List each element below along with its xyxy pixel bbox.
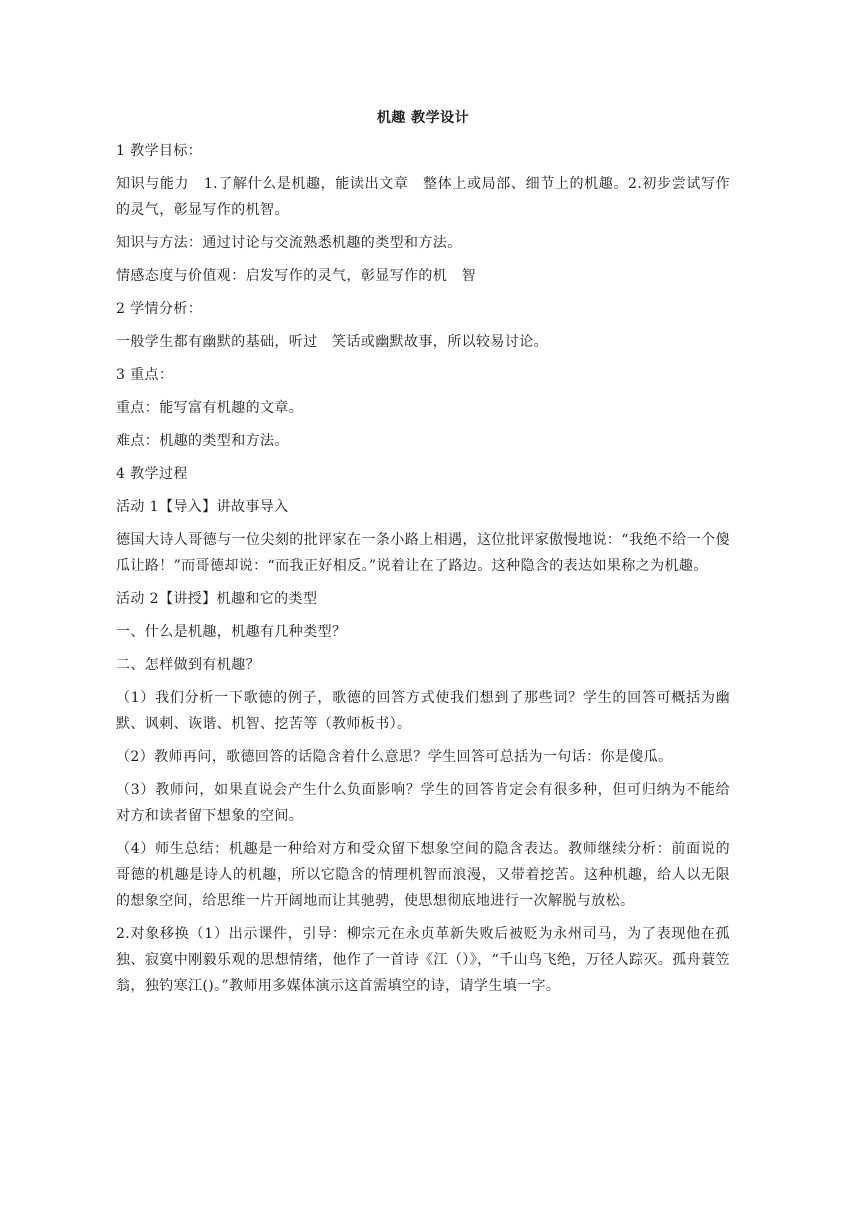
objective-attitude-values: 情感态度与价值观：启发写作的灵气，彰显写作的机 智 [116, 268, 476, 284]
key-point-text: 重点：能写富有机趣的文章。 [116, 400, 304, 416]
question-two: 二、怎样做到有机趣？ [116, 657, 260, 673]
activity-1-story: 德国大诗人哥德与一位尖刻的批评家在一条小路上相遇，这位批评家傲慢地说：“我绝不给一个傻瓜让路！”而哥德却说：“而我正好相反。”说着让在了路边。这种隐含的表达如果称之为机趣。 [116, 532, 730, 574]
step-1: （1）我们分析一下歌德的例子，歌德的回答方式使我们想到了那些词？学生的回答可概括为幽默、讽刺、诙谐、机智、挖苦等（教师板书）。 [116, 690, 730, 732]
activity-1-heading: 活动 1【导入】讲故事导入 [116, 499, 289, 515]
document-page [116, 108, 730, 1006]
section-heading-key-points: 3 重点： [116, 367, 174, 383]
step-4: （4）师生总结：机趣是一种给对方和受众留下想象空间的隐含表达。教师继续分析：前面说的哥德的机趣是诗人的机趣，所以它隐含的情理机智而浪漫，又带着挖苦。这种机趣，给人以无限的想象空间，给思维一片开阔地而让其驰骋，使思想彻底地进行一次解脱与放松。 [116, 841, 730, 909]
student-analysis-text: 一般学生都有幽默的基础，听过 笑话或幽默故事，所以较易讨论。 [116, 334, 548, 350]
document-title: 机趣 教学设计 [376, 110, 470, 126]
activity-2-heading: 活动 2【讲授】机趣和它的类型 [116, 591, 318, 607]
object-shift-paragraph: 2.对象移换（1）出示课件，引导：柳宗元在永贞革新失败后被贬为永州司马，为了表现他在孤独、寂寞中刚毅乐观的思想情绪，他作了一首诗《江（）》，“千山鸟飞绝，万径人踪灭。孤舟蓑笠翁，独钓寒江()。”教师用多媒体演示这首需填空的诗，请学生填一字。 [116, 926, 730, 994]
difficult-point-text: 难点：机趣的类型和方法。 [116, 433, 289, 449]
section-heading-student-analysis: 2 学情分析： [116, 301, 203, 317]
question-one: 一、什么是机趣，机趣有几种类型？ [116, 624, 347, 640]
step-2: （2）教师再问，歌德回答的话隐含着什么意思？学生回答可总括为一句话：你是傻瓜。 [116, 749, 673, 765]
section-heading-process: 4 教学过程 [116, 466, 188, 482]
section-heading-objectives: 1 教学目标： [116, 143, 203, 159]
objective-knowledge-method: 知识与方法：通过讨论与交流熟悉机趣的类型和方法。 [116, 235, 462, 251]
step-3: （3）教师问，如果直说会产生什么负面影响？学生的回答肯定会有很多种，但可归纳为不能给对方和读者留下想象的空间。 [116, 782, 730, 824]
objective-knowledge-ability: 知识与能力 1.了解什么是机趣，能读出文章 整体上或局部、细节上的机趣。2.初步尝试写作的灵气，彰显写作的机智。 [116, 176, 730, 218]
